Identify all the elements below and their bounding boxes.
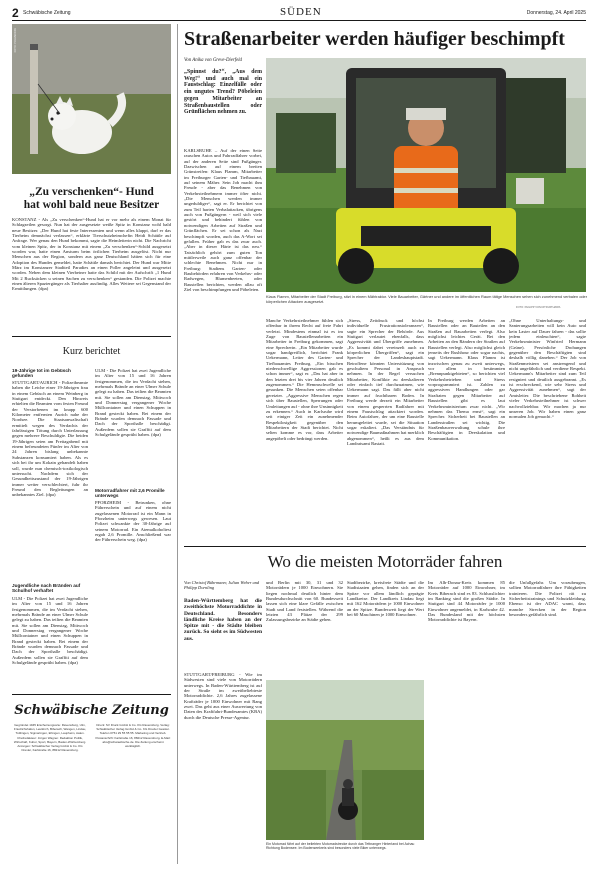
main-byline: Von Anika von Greve-Dierfeld <box>184 58 242 63</box>
main-col1-text: KARLSRUHE – Auf der einen Seite rauschen Autos und Fahrradfahrer vorbei, auf der anderen Seite sind Fußgänger. Dazwischen auf einem breiten Grünstreifen: Klaus Flamm, Mitarbeiter im Freiburger Garten- und Tiefbauamt, auf seinem Mäher. Sein Job macht ihm Freude - aber das Benehmen von Verkehrsteilnehmern immer öfter nicht. „Die Menschen werden immer ungeduldiger“, sagt er. Er berichtet von zum Teil harten Verbalattacken, übrigens auch von Fußgängern - weil sich viele gestört und behindert fühlen von notwendigen Arbeiten auf Straßen und Grünflächen. Er sei schon als Nazi beschimpft worden, auch das A-Wort sei gefallen. Früher gab es das zwar auch. „Aber in dieser Härte ist das neu.“ Tatsächlich gehört zum guten Ton mittlerweile auch ganz offenbar der schlechte Benehmen. Nicht nur in Freiburg: Stadtens Garten- oder Baubehörden erfahren von Verkehrs- oder Radwegen, Blumenbeeten, oder Baustellen berichten, werden allzu oft Ziel von beschimpfungen und Pöbeleien. <box>184 148 262 292</box>
motorrad-col1-text: STUTTGART/FREIBURG - Wie im Südwesten sind viele von Motorrädern unterwegs. In Baden-Württemberg ist auf der Straße im zweitbeliebteste Motorraddichte. 2,6 Jahres zugelassene Krafträder je 1000 Einwohner mit Rang zwei. Das geht aus einer Auswertung von Daten des Kraftfahrt-Bundesamtes (KBA) durch die Deutsche Presse-Agentur. <box>184 672 262 720</box>
mower-illustration <box>266 58 586 292</box>
left-column-separator <box>177 24 178 864</box>
motorcycle-illustration <box>266 680 424 840</box>
briefs-rule <box>12 336 171 337</box>
motorrad-photo-caption: Ein Motorrad fährt auf der beliebten Motorradstrecke durch das Tettnanger Hinterland bei Achau Richtung Bodensee. Im Bodenseekreis sind besonders viele Biker unterwegs. <box>266 842 415 851</box>
dog-illustration <box>12 24 171 174</box>
issue-date: Donnerstag, 24. April 2025 <box>526 10 586 16</box>
motorrad-photo <box>266 680 424 840</box>
brief-1-title: 19-Jährige tot im Gebüsch gefunden <box>12 368 71 379</box>
brief-2-text: ULM - Die Polizei hat zwei Jugendliche im Alter von 15 und 16 Jahren festgenommen, die im Verdacht stehen, mehrmals Brände an einer Ulmer Schule gelegt zu haben. Das teilten die Beamten mit. Sie sollen am Dienstag, Mittwoch und Donnerstag vergangener Woche Müllcontainer und einen Schuppen in Brand gesteckt haben. Bei einem der Brände wurden demnach Fassade und Dach der Sporthalle beschädigt. Außerdem sollen sie Graffiti auf dem Schulgelände gesprüht haben. (dpa) <box>12 596 88 666</box>
motorrad-col3-text: Stadtbezirke, kreisfreie Städte und die Stadtstaaten gehen, finden sich an der Spitze vor allem ländlich geprägte Landkreise. Der Landkreis Lindau liegt mit 162 Motorrädern je 1000 Einwohner an der Spitze. Bundesweit liegt der Wert bei 60 Maschinen je 1000 Einwohner. <box>347 580 424 618</box>
main-col4-text: In Freiburg werden Arbeiten an Baustellen oder an Bauteilen an den Straßen auf Bauarbeiten verlegt. Also möglichst leichtes Gerät. Bei den Arbeiten an den Rändern der Straßen auf Baustellen verlegt. Also möglichst gleich jenseits der Rushhour oder sogar nachts, sagt Uekermann. Klaus Flamm ist inzwischen genau zu zweit unterwegs, vor allem in bestimmten „Brennpunktgebieten“, so berichten viel Verkehrsbetrieben und Stress vorprogrammiert ist. Zahlen zu aggressiven Handlungen oder gar Straftaten gegen Mitarbeiter auf Baustellen gibt es laut Verkehrsministerium zwar nicht. „Wir nehmen das Thema ernst“, sagt ein Sprecher. Sicherheit bei Baustellen an Landesstraßen sei wichtig. Die Straßenbauverwaltung schule ihre Beschäftigten in Deeskalation und Kommunikation. <box>428 318 505 441</box>
brief-3-text: PFORZHEIM - Betrunken, ohne Führerschein und auf einem nicht zugelassenen Motorrad ist ein Mann in Pforzheim unterwegs gewesen. Laut Polizei schwankte der 30-Jährige auf seinem Motorrad. Ein Atemalkoholtest ergab 2,6 Promille. Anschließend war der Führerschein weg. (dpa) <box>95 500 171 543</box>
main-headline: Straßenarbeiter werden häufiger beschimpft <box>184 28 565 50</box>
section-divider <box>184 546 586 547</box>
dog-headline: „Zu verschenken“- Hund hat wohl bald neue Besitzer <box>23 186 160 211</box>
dog-photo <box>12 24 171 174</box>
brief-1-text: STUTTGART/AURICH - Polizeibeamte haben die Leiche einer 19-Jährigen frau in einem Gebüsch an einem Weinberg in Stuttgart entdeckt. Den Hinweis erhielten die Beamten vom festen Freund der Verstorbenen im knapp 600 Kilometer entfernten Aurich nahe der Nordsee. Die Staatsanwaltschaft ermittelt wegen des Verdachts der fahrlässigen Tötung durch Unterlassung gegen mehrere Beschuldigte. Die beiden 19-Jährigen seien am Freitagabend mit einem befreundeten Fünfer im Alter von 24 Jahren bislang unbekannte Substanzen konsumiert haben. Als es sich bei ihr um Kokain gehandelt haben soll, wurde nun chemisch-toxikologisch untersucht. Nachdem sich der Gesundheitszustand der 19-Jährigen immer weiter verschlechtert, fuhr ihr Freund den Begleitungen an unbekanntes Ziel. (dpa) <box>12 380 88 498</box>
brief-2-continued: ULM - Die Polizei hat zwei Jugendliche im Alter von 15 und 16 Jahren festgenommen, die im Verdacht stehen, mehrmals Brände an einer Ulmer Schule gelegt zu haben. Das teilten die Beamten mit. Sie sollen am Dienstag, Mittwoch und Donnerstag vergangener Woche Müllcontainer und einen Schuppen in Brand gesteckt haben. Bei einem der Brände wurden demnach Fassade und Dach der Sporthalle beschädigt. Außerdem sollen sie Graffiti auf dem Schulgelände gesprüht haben. (dpa) <box>95 368 171 438</box>
brief-2-title: Jugendliche nach Bränden auf Schulhof verhaftet <box>12 583 81 594</box>
main-lead: „Spinnst du?“, „Aus dem Weg!“ und auch mal ein Faustschlag: Einzelfälle oder ein ungutes Trend? Pöbeleien gegen Mitarbeiter an Straßenbaustellen oder Grünflächen nehmen zu. <box>184 69 262 116</box>
masthead-left-text: Gegründet 1945 Erscheinungsorte: Ravensburg, Ulm, Friedrichshafen, Leutkirch, Biberach, Wangen, Lindau, Tuttlingen, Sigmaringen, Ehingen, Laupheim, Aalen. Chefredakteur: Jürgen Wagner. Redaktion Politik, Wirtschaft, Kultur, Sport, Bayern, Baden-Württemberg. Anzeigen: Schwäbischer Verlag GmbH & Co. KG Drexler, Karlstraße 16, 88212 Ravensburg. <box>13 723 87 753</box>
briefs-heading: Kurz berichtet <box>62 346 121 357</box>
dog-photo-credit: FOTO: POLIZEI/DPA <box>14 28 17 53</box>
header-rule <box>12 20 586 21</box>
masthead-right-text: Druck: SV Druck GmbH & Co. KG Ravensburg. Verlag: Schwäbischer Verlag GmbH & Co. KG Drexler Gessler. Telefon 0751 29 55 55 55. Marketing und Vertrieb. Postanschrift: Karlstraße 16, 88212 Ravensburg. E-Mail: abo@schwaebische.de. Die Zeitung erscheint werktäglich. <box>95 723 171 749</box>
main-col3-text: „Stress, Zeitdruck und höchst individuelle Frustrationstoleranzen“, sagte ein Sprecher der Behörde. Aus Stuttgart verlautet ebenfalls, dass Aggressivität und Übergriffe zunehmen. „Es kommt dabei vereinzelt auch zu körperlichen Übergriffen“, sagt ein Sprecher der Landeshauptstadt. Betroffene könnten Unterstützung von geschultem Personal in Anspruch nehmen. In der Regel versuchen Mitarbeiter, Konflikte zu deeskalieren oder einfach tief durchzuatmen, wie Uekermann sagt. Das fällt aber nicht immer auf fruchtbaren Boden. In Freiburg werde derzeit ein Mitarbeiter von einem gesperrten Radfahrer mit einem Faustschlag attackiert worden. Beim Autofahrer, der um eine Baustelle herumgeleitet wurde, sei die Situation sogar eskaliert. „Das Verständnis für notwendige Baumaßnahmen hat merklich abgenommen“, heißt es aus dem Landratsamt Rastatt. <box>347 318 424 446</box>
main-photo <box>266 58 586 292</box>
masthead-logo: Schwäbische Zeitung <box>14 703 169 718</box>
main-col2-text: Manche Verkehrsteilnehmer fühlen sich offenbar in ihrem Recht auf freie Fahrt verletzt. Mindestens einmal ist es im Zuge von Baustellenarbeiten ein Mitarbeiter in Freiburg gekommen, sagt eine Sprecherin. „Ein Mitarbeiter wurde sogar handgreiflich, berichtet Frank Uekermann, Leiter des Garten- und Tiefbauamtes Freiburg. „Ein bisschen niederschwellige Aggressionen gab es schon immer“, sagt er. „Das hat aber in den letzten drei bis vier Jahren deutlich zugenommen.“ Die Hemmschwelle sei gesunken. Die Menschen seien offenbar gereizter. „Aggressive Menschen regen sich über Baustellen, Sperrungen oder Umleitungen auf - ohne ihre Unsinnigkeit zu erkennen.“ Auch in Karlsruhe wird seit einiger Zeit ein zunehmender Respektlosigkeit gegenüber den Mitarbeitern der Stadt berichtet. Nicht selten komme es vor, dass Arbeiter angepöbelt oder bedrängt werden. <box>266 318 343 441</box>
motorrad-lead: Baden-Württemberg hat die zweithöchste Motorraddichte in Deutschland. Besonders ländliche Kreise haben an der Spitze mit - die Städte bleiben zurück. So sieht es im Südwesten aus. <box>184 598 262 642</box>
masthead-box <box>12 694 171 865</box>
section-title: SÜDEN <box>280 6 322 18</box>
page-number: 2 <box>12 6 19 20</box>
main-col5-text: „Ohne Unterhaltungs- und Sanierungsarbeiten will kein Auto und kein Laster auf Dauer fahren - das sollte jedem einleuchten“, sagte Verkehrsminister Winfried Hermann (Grüne). Persönliche Drohungen gegenüber den Beschäftigten sind deshalb völlig daneben.“ Der Job von Straßenmeistern sei anstrengend und nicht ungefährlich und verdiene Respekt. Uekermann's Mitarbeiter sind zum Teil resigniert und deutlich ausgebrannt. „Es ist erschreckend, wie sehr Stress und Aggressivität zunehmen“, sagt der Amtsleiter. Die beschriebene Rohheit vieler Verkehrsteilnehmer ist schwer nachvollziehbar. Wir machen ja nur unseren Job. Wir haben einen ganz normalen Job gemacht.“ <box>509 318 586 420</box>
newspaper-name: Schwäbische Zeitung <box>23 10 71 16</box>
motorrad-headline: Wo die meisten Motorräder fahren <box>267 552 503 571</box>
dog-article-text: KONSTANZ - Als „Zu verschenken“-Hund hat er vor mehr als einem Monat für Schlagzeilen gesorgt. Nun hat der ausgesetzte weiße Spitz in Konstanz wohl bald neue Besitzer. „Der Hund hat feste Interessenten und wenn alles klappt, darf er das Tierheim demnächst verlassen“, erklärte Tierschutzheimchefin Heidi Schättle auf Anfrage. Wer genau den Hund bekommt, sagte die Heimleiterin nicht. Die Nachricht vom kleinen Spitz, der in Konstanz mit einem „Zu verschenken“-Schild ausgesetzt worden war, hatte einen Ansturm beim örtlichen Tierheim ausgelöst. Nicht nur Menschen aus der Region, sondern aus ganz Deutschland hätten sich für eine Adoption des Hundes gemeldet, hatte Schättle damals berichtet. Der Hund war Mitte März im Konstanzer Stadtteil Paradies an einen Poller angeleint und ausgesetzt worden. Neben dem kleinen Vierbeiner hatte das Schild mit der Aufschrift „1 Hund Mit 2 Rucksäcken u seinen Sachen zu verschenken“ gestanden. Die Polizei machte einen älteren Spaziergänger als Tierhalter ausfindig. Alles Weitere sei Gegenstand der Ermittlungen. (dpa) <box>12 217 171 292</box>
brief-3-title: Motorradfahrer mit 2,6 Promille unterwegs <box>95 488 165 499</box>
main-photo-caption: Klaus Flamm, Mitarbeiter der Stadt Freiburg, sitzt in einem Mähtraktor. Viele Bauarbeiter, Gärtner und andere im öffentlichen Raum tätige Menschen sehen sich zunehmend verbalen oder körperlichen Attacken ausgesetzt. <box>266 294 587 304</box>
motorrad-col2-text: und Berlin mit 30, 31 und 32 Motorrädern je 1000 Einwohnern. Sie liegen nochmal deutlich hinter dem Bundesdurchschnitt von 60. Bundesweit lassen sich eine klare Gefälle zwischen Stadt und Land feststellen. Während die letzten 43 Plätze der 299 Zulassungsbezirke an Städte gehen. <box>266 580 343 623</box>
motorrad-byline: Von Christof Bührmann; Julian Weber und Philipp Dornling <box>184 580 260 591</box>
motorrad-col4-text: Im Alb-Donau-Kreis kommen 85 Motorräder auf 1000 Einwohner, im Kreis Biberach sind es 83. Schlusslichter im Ranking sind die großen Städte. In Stuttgart sind 44 Motorräder je 1000 Einwohner angemeldet, in Karlsruhe 42. Das Bundesland mit der höchsten Motorraddichte ist Bayern. <box>428 580 505 623</box>
motorrad-col5-text: die Unfallgefahr. Um vorzubeugen, sollten Motorradfahrer ihre Fähigkeiten trainieren. Die Polizei rät zu Sicherheitstrainings und Schutzkleidung. Ebenso ist der ADAC warnt, dass manche Strecken in der Region besonders gefährlich sind. <box>509 580 586 618</box>
main-photo-credit: FOTO: PHILIPP VON DITFURTH/DPA <box>516 306 561 309</box>
